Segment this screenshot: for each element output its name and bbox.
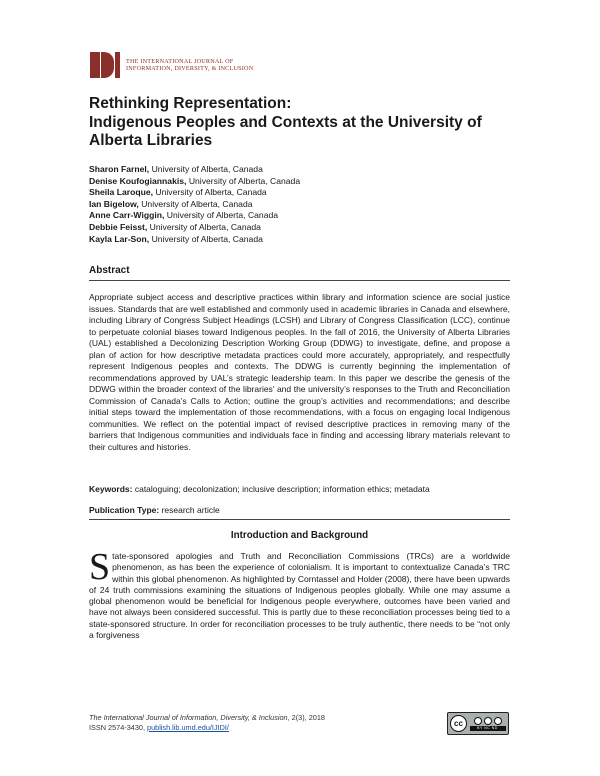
author-name: Kayla Lar-Son, bbox=[89, 233, 150, 244]
noncommercial-icon bbox=[484, 717, 492, 725]
author-affiliation: University of Alberta, Canada bbox=[155, 187, 267, 198]
publication-type bbox=[89, 505, 220, 515]
author-name: Sheila Laroque, bbox=[89, 187, 153, 198]
author-affiliation: University of Alberta, Canada bbox=[149, 221, 261, 232]
cc-license-terms bbox=[467, 713, 508, 734]
abstract-text: Appropriate subject access and descriptive practices within library and information science are social justice issues. Standards that are well established and commonly used in academic libraries in Canada and elsewhere, including Library of Congress Subject Headings (LCSH) and Library of Congress Classification (LCC), continue to perpetuate colonial biases toward Indigenous peoples. In the fall of 2016, the University of Alberta Libraries (UAL) established a Decolonizing Description Working Group (DDWG) to investigate, define, and propose a plan of action for how descriptive metadata practices could more accurately, appropriately, and respectfully represent Indigenous peoples and contexts. The DDWG is currently beginning the implementation of recommendations approved by UAL’s strategic leadership team. In this paper we describe the genesis of the DDWG within the broader context of the libraries’ and the university’s responses to the Truth and Reconciliation Commission of Canada’s Calls to Action; outline the group’s activities and recommendations; and describe initial steps toward the implementation of those recommendations, with a focus on engaging local Indigenous communities. We reflect on the potential impact of revised descriptive practices in removing many of the barriers that Indigenous communities and individuals face in finding and accessing library materials relevant to their cultures and histories. bbox=[89, 292, 510, 452]
author-name: Debbie Feisst, bbox=[89, 221, 148, 232]
keywords-label: Keywords: bbox=[89, 484, 133, 494]
author-affiliation: University of Alberta, Canada bbox=[166, 210, 279, 221]
title-line-2: Indigenous Peoples and Contexts at the University of bbox=[89, 113, 482, 131]
keywords-value: cataloguing; decolonization; inclusive description; information ethics; metadata bbox=[134, 484, 430, 494]
journal-logo-mark bbox=[90, 52, 120, 78]
author-entry bbox=[89, 164, 300, 176]
author-affiliation: University of Alberta, Canada bbox=[188, 175, 301, 186]
cc-term-icons bbox=[474, 717, 502, 725]
attribution-icon bbox=[474, 717, 482, 725]
keywords bbox=[89, 484, 510, 495]
author-entry bbox=[89, 199, 300, 211]
section-heading: Introduction and Background bbox=[230, 530, 369, 541]
author-entry bbox=[89, 222, 300, 234]
creative-commons-badge[interactable] bbox=[447, 712, 509, 735]
author-affiliation: University of Alberta, Canada bbox=[151, 164, 263, 174]
logo-line-2: INFORMATION, DIVERSITY, & INCLUSION bbox=[126, 65, 254, 72]
abstract-heading: Abstract bbox=[89, 265, 130, 276]
author-affiliation: University of Alberta, Canada bbox=[141, 198, 253, 209]
section-body bbox=[89, 546, 511, 641]
title-line-3: Alberta Libraries bbox=[89, 132, 213, 149]
section-body-text: tate-sponsored apologies and Truth and Reconciliation Commissions (TRCs) are a worldwide phenomenon, as has been the experience of colonialism. It is important to contextualize Canada’s TRC within this global phenomenon. As highlighted by Corntassel and Holder (2008), there have been upwards of 24 truth commissions examining the situations of Indigenous peoples globally. While one may assume a global phenomenon would be beneficial for Indigenous people everywhere, outcomes have been varied and have not always been considered successful. This is partly due to these reconciliation processes being tied to a state-sponsored structure. In order for reconciliation processes to be truly authentic, there needs to be “not only a forgiveness bbox=[89, 551, 511, 641]
publication-type-label: Publication Type: bbox=[89, 505, 160, 515]
section-divider bbox=[89, 519, 510, 520]
author-entry bbox=[89, 176, 300, 188]
cc-license-label: BY NC ND bbox=[470, 726, 506, 731]
publication-type-value: research article bbox=[161, 505, 220, 515]
author-entry bbox=[89, 210, 300, 222]
author-affiliation: University of Alberta, Canada bbox=[151, 233, 263, 244]
author-list bbox=[89, 164, 300, 245]
logo-line-1: THE INTERNATIONAL JOURNAL OF bbox=[126, 57, 234, 65]
footer-journal-name: The International Journal of Information, Diversity, & Inclusion, bbox=[89, 713, 290, 722]
cc-icon: cc bbox=[450, 715, 467, 732]
paper-title bbox=[89, 95, 529, 151]
footer-issn: ISSN 2574-3430, bbox=[89, 723, 148, 732]
noderivatives-icon bbox=[494, 717, 502, 725]
author-name: Denise Koufogiannakis, bbox=[89, 175, 187, 186]
author-entry bbox=[89, 234, 300, 246]
author-name: Sharon Farnel, bbox=[89, 164, 150, 174]
author-name: Ian Bigelow, bbox=[89, 198, 139, 209]
author-name: Anne Carr-Wiggin, bbox=[89, 210, 165, 221]
title-line-1: Rethinking Representation: bbox=[89, 95, 292, 112]
footer-volume: 2(3), 2018 bbox=[289, 713, 325, 722]
journal-logo-text bbox=[126, 58, 253, 73]
footer-journal-link[interactable]: publish.lib.umd.edu/IJIDI/ bbox=[147, 723, 229, 732]
journal-logo bbox=[90, 52, 253, 78]
author-entry bbox=[89, 187, 300, 199]
drop-cap: S bbox=[89, 546, 111, 588]
abstract-divider bbox=[89, 280, 510, 281]
page-footer bbox=[89, 713, 325, 733]
